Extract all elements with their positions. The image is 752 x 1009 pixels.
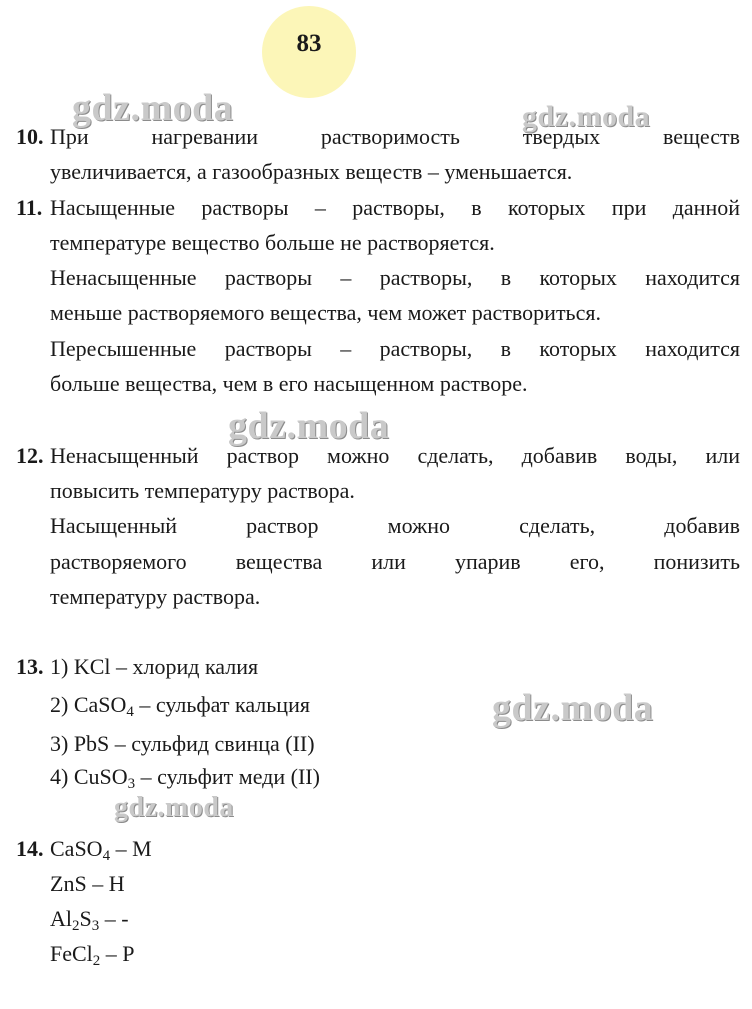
q14-item: Al2S3 – - [50, 906, 129, 934]
q13-item: 3) PbS – сульфид свинца (II) [50, 731, 315, 756]
watermark: gdz.moda [114, 792, 234, 823]
watermark: gdz.moda [492, 687, 654, 729]
q11-line: температуре вещество больше не растворяется. [50, 230, 495, 255]
q12-line: температуру раствора. [50, 584, 261, 609]
q13-item: 1) KCl – хлорид калия [50, 654, 259, 679]
q10-line: При нагревании растворимость твердых веществ [50, 124, 740, 149]
watermark: gdz.moda [228, 405, 390, 447]
question-number-12: 12. [16, 443, 44, 468]
q11-line: Ненасыщенные растворы – растворы, в которых находится [50, 265, 740, 290]
q11-line: Пересышенные растворы – растворы, в которых находится [50, 336, 740, 361]
q11-line: Насыщенные растворы – растворы, в которых при данной [50, 195, 740, 220]
q12-line: Насыщенный раствор можно сделать, добавив [50, 513, 740, 538]
q12-line: повысить температуру раствора. [50, 478, 355, 503]
question-number-11: 11. [16, 195, 43, 220]
q12-line: растворяемого вещества или упарив его, понизить [50, 549, 740, 574]
q10-line: увеличивается, а газообразных веществ – уменьшается. [50, 159, 573, 184]
q14-item: CaSO4 – М [50, 836, 152, 864]
question-number-14: 14. [16, 836, 44, 861]
page-number: 83 [296, 30, 322, 57]
q14-item: FeCl2 – Р [50, 941, 135, 969]
question-number-13: 13. [16, 654, 44, 679]
question-number-10: 10. [16, 124, 44, 149]
q14-item: ZnS – Н [50, 871, 125, 896]
q11-line: меньше растворяемого вещества, чем может раствориться. [50, 300, 601, 325]
q13-item: 2) CaSO4 – сульфат кальция [50, 692, 310, 720]
q12-line: Ненасыщенный раствор можно сделать, добавив воды, или [50, 443, 740, 468]
q11-line: больше вещества, чем в его насыщенном растворе. [50, 371, 528, 396]
watermark: gdz.moda [522, 100, 651, 133]
q13-item: 4) CuSO3 – сульфит меди (II) [50, 764, 320, 792]
watermark: gdz.moda [72, 87, 234, 129]
